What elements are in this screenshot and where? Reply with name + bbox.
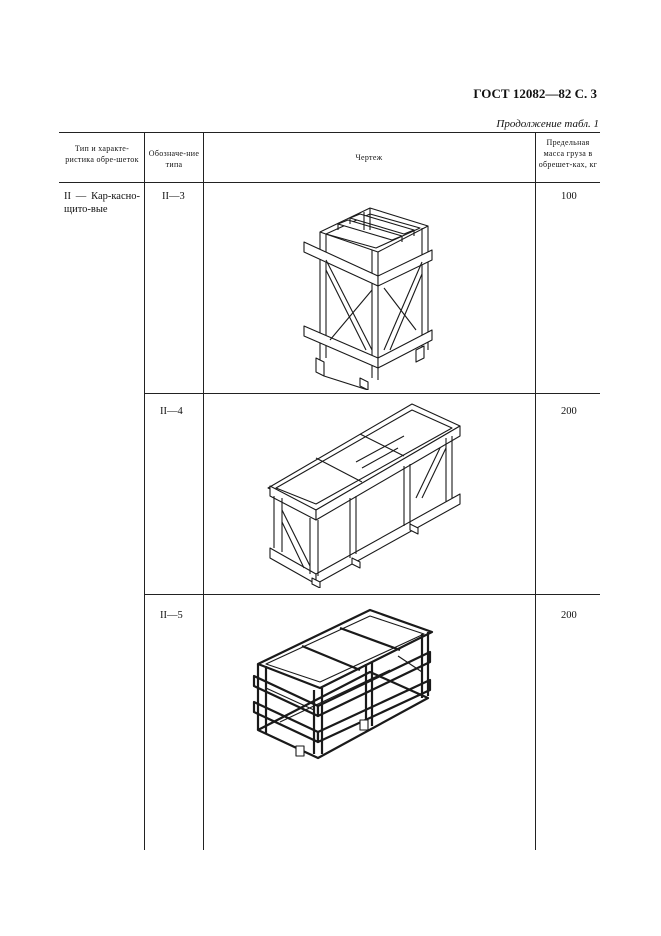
column-divider — [535, 132, 536, 850]
designation-cell: II—4 — [160, 406, 183, 417]
row-divider — [144, 393, 600, 394]
crate-frame-icon — [240, 602, 440, 762]
column-header-designation: Обозначе-ние типа — [148, 149, 200, 169]
table-top-rule — [59, 132, 600, 133]
column-header-type: Тип и характе-ристика обре-шеток — [65, 144, 139, 164]
crate-tall-icon — [290, 190, 440, 390]
column-header-drawing: Чертеж — [355, 153, 383, 162]
column-divider — [144, 132, 145, 850]
document-title: ГОСТ 12082—82 С. 3 — [473, 86, 597, 101]
column-header-mass: Предельная масса груза в обрешет-ках, кг — [538, 138, 598, 169]
table-header-rule — [59, 182, 600, 183]
mass-cell: 200 — [561, 406, 577, 417]
mass-cell: 100 — [561, 191, 577, 202]
crate-type-label: II — Кар-касно-щито-вые — [64, 191, 140, 215]
row-divider — [144, 594, 600, 595]
designation-cell: II—5 — [160, 610, 183, 621]
table-continuation-note: Продолжение табл. 1 — [496, 118, 599, 130]
designation-cell: II—3 — [162, 191, 185, 202]
mass-cell: 200 — [561, 610, 577, 621]
column-divider — [203, 132, 204, 850]
crate-long-icon — [262, 398, 462, 588]
